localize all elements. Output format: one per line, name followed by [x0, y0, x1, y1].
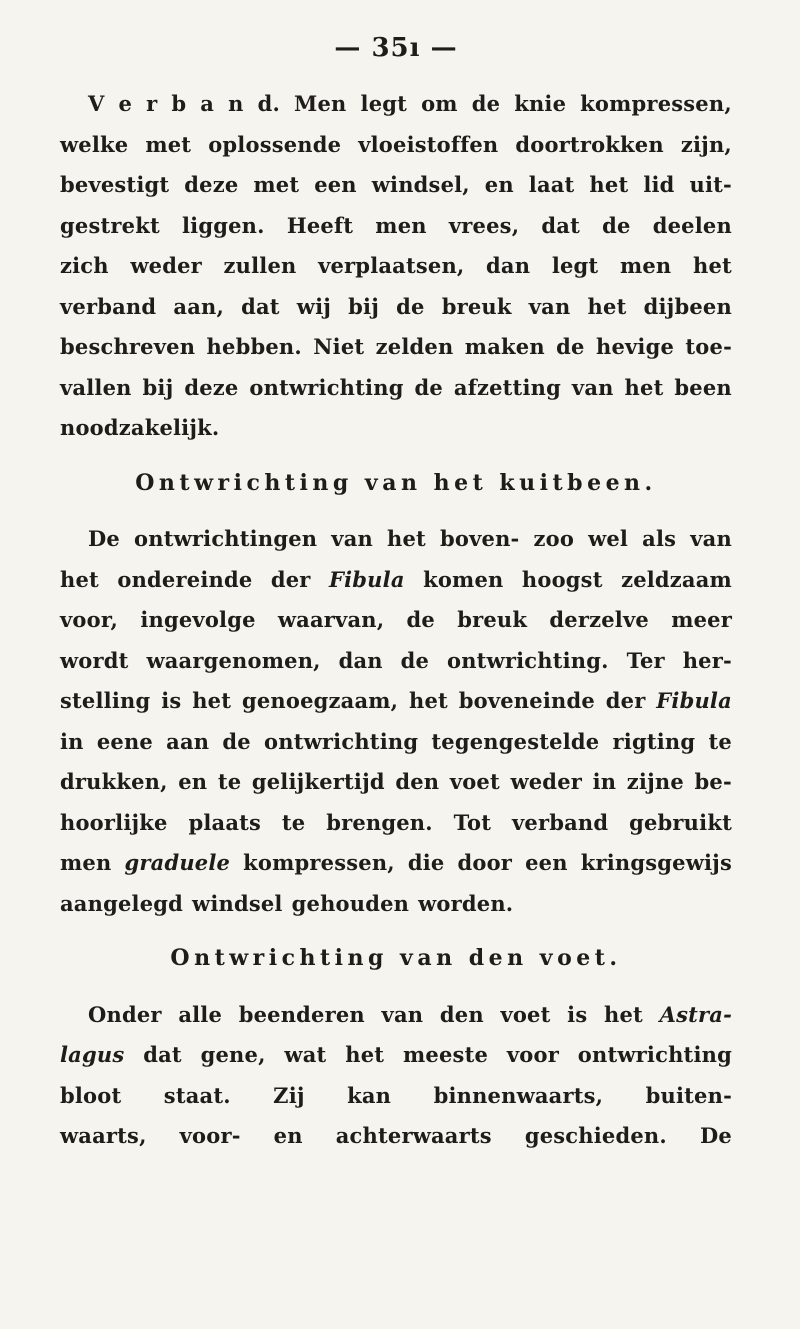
word: verplaatsen,: [318, 253, 465, 278]
word: drukken,: [60, 769, 168, 794]
word: men: [375, 212, 427, 238]
word: gehouden: [291, 890, 410, 916]
word: aan,: [173, 293, 224, 319]
word: hoorlijke: [60, 809, 168, 835]
word: van: [331, 526, 373, 551]
word: een: [314, 172, 357, 197]
word: Tot: [453, 809, 492, 835]
text-line: [60, 327, 732, 368]
word: Zij: [273, 1082, 305, 1108]
word: vrees,: [448, 212, 520, 238]
word: dan: [338, 647, 383, 673]
word: deelen: [652, 212, 732, 238]
word: kan: [347, 1082, 392, 1108]
word: dat: [541, 212, 580, 238]
word: geschieden.: [524, 1123, 667, 1148]
word: plaats: [188, 809, 262, 835]
paragraph-voet: [60, 995, 732, 1157]
text-line: [60, 641, 732, 682]
word: in: [592, 769, 617, 794]
word: de: [556, 334, 585, 359]
word: gebruikt: [629, 809, 732, 835]
word: te: [708, 728, 732, 754]
word: komen: [423, 566, 504, 592]
word: boveneinde: [458, 688, 595, 713]
word: voet: [449, 769, 500, 794]
word: doortrokken: [515, 131, 664, 157]
word: als: [642, 526, 677, 551]
word: boven-: [440, 526, 520, 551]
word: bevestigt: [60, 172, 170, 197]
word: met: [253, 172, 300, 197]
word: het: [345, 1042, 385, 1067]
text-line: [60, 995, 732, 1036]
word: her-: [682, 647, 732, 673]
text-line: [60, 600, 732, 641]
word: wij: [296, 293, 332, 319]
word: alle: [178, 1001, 223, 1027]
word: wordt: [60, 647, 129, 673]
word: is: [161, 688, 182, 713]
word: bloot: [60, 1082, 122, 1108]
word: voor: [506, 1042, 559, 1067]
word: Fibula: [656, 688, 732, 713]
word: der: [605, 688, 646, 713]
word: lagus: [60, 1042, 125, 1067]
word: verband: [60, 293, 157, 319]
word: verband: [511, 809, 609, 835]
text-line: [60, 368, 732, 409]
word: voor,: [60, 607, 119, 632]
word: kompressen,: [243, 850, 395, 875]
word: is: [567, 1001, 588, 1027]
word: ingevolge: [140, 607, 256, 632]
word: zijn,: [680, 131, 732, 157]
word: be-: [694, 769, 732, 794]
text-line: [60, 843, 732, 884]
word: voet: [500, 1001, 551, 1027]
word: rigting: [612, 728, 696, 754]
word: van: [571, 374, 614, 400]
section-heading-voet: Ontwrichting van den voet.: [170, 945, 622, 971]
text-line: [60, 206, 732, 247]
word: het: [692, 253, 732, 278]
word: den: [439, 1001, 484, 1027]
word: gene,: [200, 1042, 266, 1067]
word: de: [414, 374, 443, 400]
word: men: [60, 850, 112, 875]
word: b: [171, 91, 187, 116]
word: V: [88, 91, 105, 116]
word: met: [145, 131, 192, 157]
word: het: [587, 293, 627, 319]
word: bij: [348, 293, 380, 319]
word: de: [406, 607, 435, 632]
text-line: [60, 408, 732, 449]
text-line: [60, 1076, 732, 1117]
word: Niet: [313, 334, 365, 359]
word: breuk: [441, 293, 512, 319]
word: e: [118, 91, 133, 116]
word: knie: [514, 91, 567, 116]
word: zeldzaam: [621, 566, 732, 592]
word: dat: [143, 1042, 182, 1067]
text-line: [60, 560, 732, 601]
paragraph-kuitbeen: [60, 519, 732, 924]
text-line: [60, 246, 732, 287]
word: r: [146, 91, 158, 116]
word: Astra-: [659, 1001, 732, 1027]
word: binnenwaarts,: [433, 1082, 604, 1108]
text-line: [60, 125, 732, 166]
word: vallen: [60, 374, 132, 400]
word: in: [60, 728, 84, 754]
word: maken: [464, 334, 545, 359]
word: de: [400, 647, 430, 673]
word: waargenomen,: [146, 647, 321, 673]
word: het: [589, 172, 629, 197]
text-line: [60, 287, 732, 328]
word: voor-: [179, 1123, 241, 1148]
word: ontwrichting: [249, 374, 404, 400]
word: deze: [184, 172, 239, 197]
word: derzelve: [549, 607, 649, 632]
word: van: [381, 1001, 424, 1027]
text-line: [60, 84, 732, 125]
word: been: [674, 374, 732, 400]
word: a: [200, 91, 215, 116]
word: hevige: [595, 334, 675, 359]
text-line: [60, 519, 732, 560]
word: de: [471, 91, 501, 116]
word: uit-: [689, 172, 732, 197]
word: gelijkertijd: [251, 769, 385, 794]
word: waarts,: [60, 1123, 147, 1148]
word: meeste: [403, 1042, 489, 1067]
word: De: [88, 526, 120, 551]
word: het: [387, 526, 426, 551]
word: de: [396, 293, 425, 319]
word: genoegzaam,: [241, 688, 399, 713]
word: door: [457, 850, 513, 875]
text-line: [60, 722, 732, 763]
word: zullen: [223, 253, 297, 278]
word: windsel: [192, 890, 283, 916]
word: weder: [130, 253, 202, 278]
word: ontwrichtingen: [134, 526, 318, 551]
word: hebben.: [206, 334, 302, 359]
word: het: [60, 566, 99, 592]
word: een: [525, 850, 568, 875]
word: liggen.: [182, 212, 265, 238]
word: deze: [184, 374, 239, 400]
section-heading-kuitbeen: Ontwrichting van het kuitbeen.: [135, 469, 657, 496]
word: tegengestelde: [431, 728, 600, 754]
word: bij: [142, 374, 174, 400]
word: ondereinde: [117, 566, 253, 592]
word: zijne: [626, 769, 684, 794]
word: beschreven: [60, 334, 196, 359]
word: aangelegd: [60, 890, 184, 916]
word: dat: [241, 293, 280, 319]
word: zelden: [375, 334, 454, 359]
word: windsel,: [371, 172, 470, 197]
word: weder: [510, 769, 583, 794]
word: men: [619, 253, 672, 278]
word: van: [528, 293, 571, 319]
word: en: [273, 1123, 303, 1148]
word: legt: [551, 253, 599, 278]
word: De: [699, 1123, 732, 1148]
word: staat.: [163, 1082, 231, 1108]
word: die: [407, 850, 445, 875]
word: achterwaarts: [335, 1123, 492, 1148]
text-line: [60, 681, 732, 722]
page-number: — 35ı —: [334, 33, 458, 63]
word: beenderen: [238, 1001, 365, 1027]
word: d.: [257, 91, 280, 116]
word: toe-: [685, 334, 732, 359]
word: van: [690, 526, 732, 551]
word: gestrekt: [60, 212, 160, 238]
word: ontwrichting.: [446, 647, 609, 673]
word: aan: [166, 728, 210, 754]
word: Heeft: [286, 212, 354, 238]
word: eene: [96, 728, 153, 754]
word: om: [421, 91, 458, 116]
text-line: [60, 165, 732, 206]
word: welke: [60, 131, 129, 157]
word: brengen.: [326, 809, 433, 835]
word: te: [281, 809, 306, 835]
word: den: [395, 769, 440, 794]
word: ontwrichting: [577, 1042, 732, 1067]
word: zich: [60, 253, 109, 278]
word: legt: [360, 91, 408, 116]
word: worden.: [418, 890, 514, 916]
word: kringsgewijs: [580, 850, 732, 875]
word: Fibula: [329, 566, 405, 592]
text-line: [60, 1116, 732, 1157]
word: wat: [284, 1042, 327, 1067]
text-line: [60, 762, 732, 803]
word: hoogst: [521, 566, 603, 592]
text-line: [60, 1035, 732, 1076]
text-line: [60, 803, 732, 844]
word: de: [222, 728, 251, 754]
word: graduele: [124, 850, 231, 875]
word: stelling: [60, 688, 151, 713]
word: het: [604, 1001, 643, 1027]
word: laat: [528, 172, 575, 197]
word: meer: [671, 607, 732, 632]
word: kompressen,: [580, 91, 732, 116]
word: te: [217, 769, 242, 794]
word: Onder: [88, 1001, 162, 1027]
word: vloeistoffen: [358, 131, 499, 157]
word: het: [624, 374, 664, 400]
word: wel: [588, 526, 629, 551]
word: het: [192, 688, 232, 713]
word: breuk: [457, 607, 528, 632]
word: noodzakelijk.: [60, 415, 220, 440]
word: ontwrichting: [264, 728, 419, 754]
text-line: [60, 884, 732, 925]
word: lid: [643, 172, 675, 197]
word: zoo: [533, 526, 575, 551]
word: buiten-: [645, 1082, 732, 1108]
word: dijbeen: [643, 293, 732, 319]
word: waarvan,: [277, 607, 385, 632]
word: n: [228, 91, 244, 116]
word: afzetting: [453, 374, 561, 400]
word: oplossende: [208, 131, 342, 157]
word: en: [484, 172, 514, 197]
book-page: [60, 30, 732, 1157]
word: der: [270, 566, 311, 592]
paragraph-verband: [60, 84, 732, 449]
word: dan: [486, 253, 531, 278]
word: en: [178, 769, 208, 794]
word: het: [409, 688, 448, 713]
word: Men: [294, 91, 347, 116]
word: Ter: [626, 647, 665, 673]
word: de: [602, 212, 631, 238]
